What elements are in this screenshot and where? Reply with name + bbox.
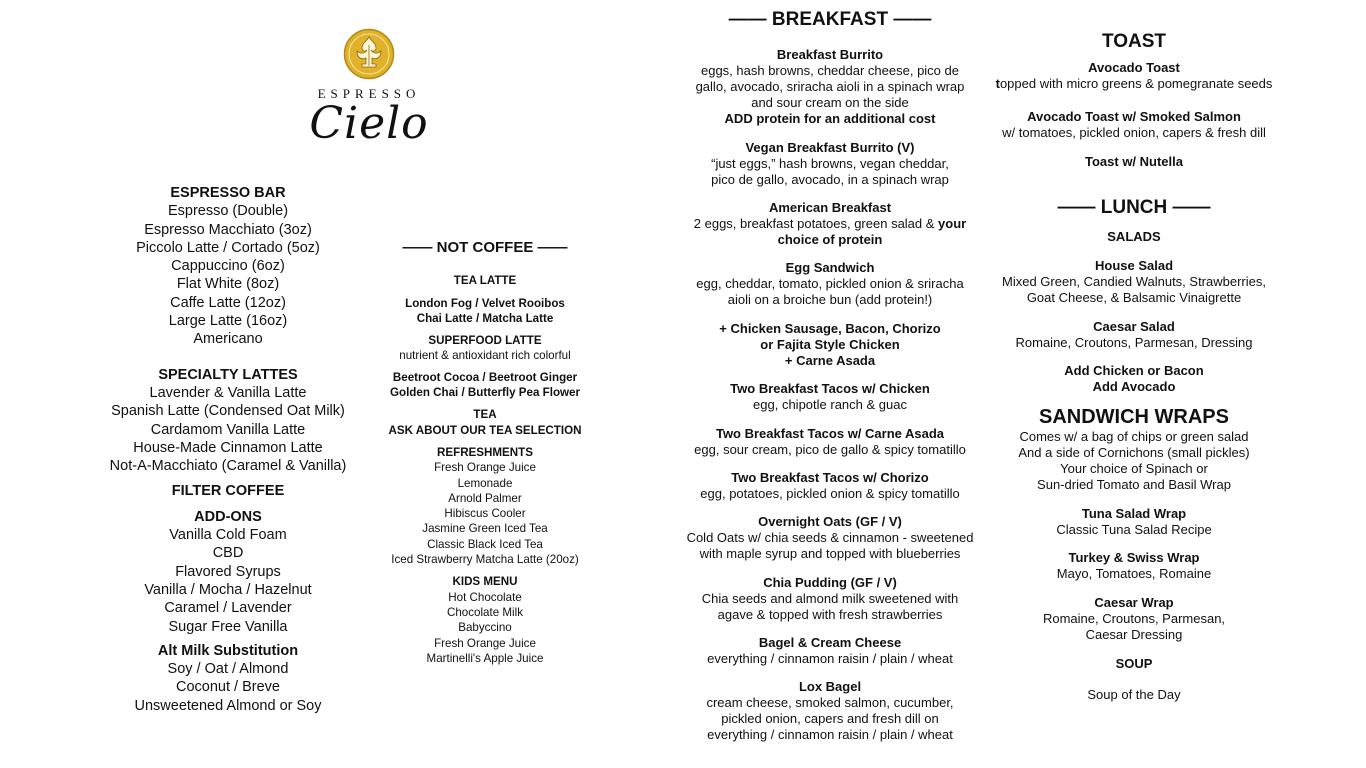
menu-item: Chocolate Milk bbox=[446, 605, 524, 619]
menu-item: Spanish Latte (Condensed Oat Milk) bbox=[111, 403, 345, 420]
menu-item: Beetroot Cocoa / Beetroot Ginger bbox=[392, 370, 578, 384]
menu-item: Lavender & Vanilla Latte bbox=[149, 384, 307, 401]
menu-item-name: Vegan Breakfast Burrito (V) bbox=[745, 140, 915, 155]
tea-note: ASK ABOUT OUR TEA SELECTION bbox=[388, 423, 582, 437]
tea-heading: TEA bbox=[473, 408, 497, 422]
menu-item-desc bbox=[986, 76, 1282, 92]
menu-item-name: Lox Bagel bbox=[798, 679, 862, 694]
menu-item-desc: everything / cinnamon raisin / plain / wheat bbox=[707, 651, 953, 666]
menu-item: London Fog / Velvet Rooibos bbox=[405, 296, 565, 310]
menu-item-desc bbox=[680, 216, 980, 232]
breakfast-column bbox=[680, 8, 980, 743]
menu-item: Sugar Free Vanilla bbox=[168, 618, 288, 635]
menu-item: Flavored Syrups bbox=[175, 563, 281, 580]
menu-item: Cappuccino (6oz) bbox=[171, 258, 285, 275]
menu-item-name: Tuna Salad Wrap bbox=[1081, 506, 1187, 521]
menu-item: Hibiscus Cooler bbox=[444, 507, 526, 521]
protein-option: or Fajita Style Chicken bbox=[760, 337, 900, 352]
menu-item-name: Caesar Wrap bbox=[1094, 595, 1174, 610]
menu-item: Large Latte (16oz) bbox=[168, 313, 288, 330]
menu-item-name: Chia Pudding (GF / V) bbox=[763, 575, 897, 590]
desc-text: 2 eggs, breakfast potatoes, green salad & bbox=[693, 216, 939, 231]
desc-emphasis: your bbox=[938, 216, 967, 231]
brand-logo bbox=[296, 28, 442, 158]
menu-item-name: Avocado Toast bbox=[1088, 60, 1180, 75]
toast-title: TOAST bbox=[1101, 31, 1167, 52]
add-ons-heading: ADD-ONS bbox=[194, 508, 262, 525]
menu-item-desc: choice of protein bbox=[777, 232, 883, 247]
menu-item: Flat White (8oz) bbox=[176, 276, 280, 293]
toast-lunch-column bbox=[986, 30, 1282, 703]
menu-item-name: Avocado Toast w/ Smoked Salmon bbox=[1027, 109, 1241, 124]
menu-item: Vanilla / Mocha / Hazelnut bbox=[144, 581, 312, 598]
protein-option: + Carne Asada bbox=[784, 353, 876, 368]
menu-item-desc: gallo, avocado, sriracha aioli in a spinach wrap bbox=[695, 79, 965, 94]
superfood-desc: nutrient & antioxidant rich colorful bbox=[399, 349, 571, 363]
menu-item: Arnold Palmer bbox=[448, 491, 522, 505]
menu-item-desc: eggs, hash browns, cheddar cheese, pico de bbox=[700, 63, 959, 78]
menu-item: Not-A-Macchiato (Caramel & Vanilla) bbox=[109, 458, 347, 475]
specialty-lattes-heading: SPECIALTY LATTES bbox=[158, 366, 298, 383]
fleur-medallion-icon bbox=[343, 28, 395, 80]
tea-latte-heading: TEA LATTE bbox=[453, 274, 517, 288]
menu-item-desc: egg, chipotle ranch & guac bbox=[753, 397, 907, 412]
coffee-column bbox=[100, 184, 356, 715]
salads-heading: SALADS bbox=[1107, 229, 1161, 244]
desc-text: opped with micro greens & pomegranate seeds bbox=[999, 76, 1273, 91]
menu-item-desc: Goat Cheese, & Balsamic Vinaigrette bbox=[1026, 290, 1242, 305]
alt-milk-heading: Alt Milk Substitution bbox=[157, 642, 299, 659]
menu-item: Chai Latte / Matcha Latte bbox=[416, 311, 554, 325]
menu-item: Espresso Macchiato (3oz) bbox=[144, 221, 312, 238]
add-on-option: Add Avocado bbox=[1092, 379, 1176, 394]
menu-item: Lemonade bbox=[457, 476, 513, 490]
menu-item: Vanilla Cold Foam bbox=[169, 527, 287, 544]
menu-item-note: ADD protein for an additional cost bbox=[724, 111, 936, 126]
not-coffee-title: —— NOT COFFEE —— bbox=[402, 239, 568, 256]
refreshments-heading: REFRESHMENTS bbox=[437, 445, 533, 459]
desc-emphasis: t bbox=[995, 76, 1000, 91]
filter-coffee-heading: FILTER COFFEE bbox=[171, 483, 285, 500]
menu-item: Soy / Oat / Almond bbox=[167, 661, 289, 678]
menu-item-desc: cream cheese, smoked salmon, cucumber, bbox=[706, 695, 954, 710]
menu-item: Coconut / Breve bbox=[176, 679, 280, 696]
menu-item-desc: pico de gallo, avocado, in a spinach wrap bbox=[711, 172, 949, 187]
menu-item: Cardamom Vanilla Latte bbox=[150, 421, 306, 438]
menu-item-name: Turkey & Swiss Wrap bbox=[1068, 550, 1200, 565]
menu-item-desc: egg, sour cream, pico de gallo & spicy tomatillo bbox=[694, 442, 966, 457]
menu-item-desc: Classic Tuna Salad Recipe bbox=[1056, 522, 1212, 537]
menu-item-name: Bagel & Cream Cheese bbox=[758, 635, 902, 650]
not-coffee-column bbox=[372, 240, 598, 666]
brand-wordmark: ESPRESSO bbox=[317, 86, 421, 101]
menu-item-desc: pickled onion, capers and fresh dill on bbox=[721, 711, 939, 726]
menu-item-name: American Breakfast bbox=[768, 200, 892, 215]
menu-item-desc: Romaine, Croutons, Parmesan, Dressing bbox=[1015, 335, 1253, 350]
menu-item: Jasmine Green Iced Tea bbox=[422, 522, 548, 536]
menu-item-desc: Caesar Dressing bbox=[1085, 627, 1183, 642]
menu-item-desc: egg, cheddar, tomato, pickled onion & sriracha bbox=[696, 276, 964, 291]
kids-menu-heading: KIDS MENU bbox=[452, 575, 518, 589]
menu-item-desc: Mixed Green, Candied Walnuts, Strawberries, bbox=[1002, 274, 1266, 289]
menu-item: Espresso (Double) bbox=[167, 203, 289, 220]
menu-item-desc: Mayo, Tomatoes, Romaine bbox=[1056, 566, 1212, 581]
menu-item-desc: everything / cinnamon raisin / plain / wheat bbox=[707, 727, 953, 742]
menu-item-name: Two Breakfast Tacos w/ Carne Asada bbox=[715, 426, 945, 441]
menu-item-desc: Cold Oats w/ chia seeds & cinnamon - sweetened bbox=[686, 530, 974, 545]
sandwich-wraps-title: SANDWICH WRAPS bbox=[1039, 406, 1229, 428]
menu-item-desc: Romaine, Croutons, Parmesan, bbox=[1042, 611, 1226, 626]
menu-item-name: House Salad bbox=[1094, 258, 1174, 273]
protein-option: + Chicken Sausage, Bacon, Chorizo bbox=[719, 321, 941, 336]
superfood-heading: SUPERFOOD LATTE bbox=[428, 334, 542, 348]
menu-item: Americano bbox=[193, 331, 263, 348]
add-on-option: Add Chicken or Bacon bbox=[1064, 363, 1204, 378]
menu-item-name: Egg Sandwich bbox=[785, 260, 875, 275]
menu-item-desc: agave & topped with fresh strawberries bbox=[717, 607, 943, 622]
soup-heading: SOUP bbox=[1115, 656, 1153, 671]
menu-item-name: Breakfast Burrito bbox=[776, 47, 884, 62]
menu-item-desc: egg, potatoes, pickled onion & spicy tomatillo bbox=[700, 486, 960, 501]
brand-script: Cielo bbox=[309, 98, 429, 149]
menu-item-name: Two Breakfast Tacos w/ Chicken bbox=[730, 381, 930, 396]
menu-item-name: Two Breakfast Tacos w/ Chorizo bbox=[731, 470, 929, 485]
wraps-desc: And a side of Cornichons (small pickles) bbox=[1018, 445, 1250, 460]
menu-item: CBD bbox=[212, 545, 244, 562]
menu-item: Classic Black Iced Tea bbox=[427, 537, 543, 551]
menu-item: Fresh Orange Juice bbox=[434, 461, 536, 475]
menu-item: Babyccino bbox=[458, 621, 512, 635]
menu-item-desc: aioli on a broiche bun (add protein!) bbox=[727, 292, 933, 307]
menu-item: House-Made Cinnamon Latte bbox=[133, 439, 323, 456]
espresso-bar-heading: ESPRESSO BAR bbox=[170, 185, 286, 201]
menu-item-desc: with maple syrup and topped with blueberries bbox=[699, 546, 961, 561]
menu-item: Piccolo Latte / Cortado (5oz) bbox=[136, 239, 320, 256]
soup-desc: Soup of the Day bbox=[1087, 687, 1181, 702]
lunch-title: —— LUNCH —— bbox=[1057, 197, 1211, 218]
menu-item-desc: Chia seeds and almond milk sweetened with bbox=[701, 591, 959, 606]
menu-item-name: Overnight Oats (GF / V) bbox=[758, 514, 902, 529]
breakfast-title: —— BREAKFAST —— bbox=[728, 9, 932, 30]
menu-item: Iced Strawberry Matcha Latte (20oz) bbox=[391, 553, 579, 567]
menu-item: Fresh Orange Juice bbox=[434, 636, 536, 650]
menu-item-desc: “just eggs,” hash browns, vegan cheddar, bbox=[711, 156, 949, 171]
menu-item: Caffe Latte (12oz) bbox=[170, 294, 286, 311]
wraps-desc: Your choice of Spinach or bbox=[1060, 461, 1208, 476]
menu-item: Hot Chocolate bbox=[448, 590, 522, 604]
wraps-desc: Sun-dried Tomato and Basil Wrap bbox=[1037, 477, 1231, 492]
menu-item-desc: and sour cream on the side bbox=[751, 95, 909, 110]
wraps-desc: Comes w/ a bag of chips or green salad bbox=[1019, 429, 1249, 444]
menu-item-name: Toast w/ Nutella bbox=[1085, 154, 1183, 169]
menu-item: Golden Chai / Butterfly Pea Flower bbox=[389, 386, 581, 400]
menu-item: Unsweetened Almond or Soy bbox=[134, 697, 322, 714]
menu-item-name: Caesar Salad bbox=[1093, 319, 1175, 334]
menu-item: Martinelli's Apple Juice bbox=[426, 651, 544, 665]
menu-item-desc: w/ tomatoes, pickled onion, capers & fresh dill bbox=[1002, 125, 1266, 140]
menu-item: Caramel / Lavender bbox=[164, 600, 292, 617]
